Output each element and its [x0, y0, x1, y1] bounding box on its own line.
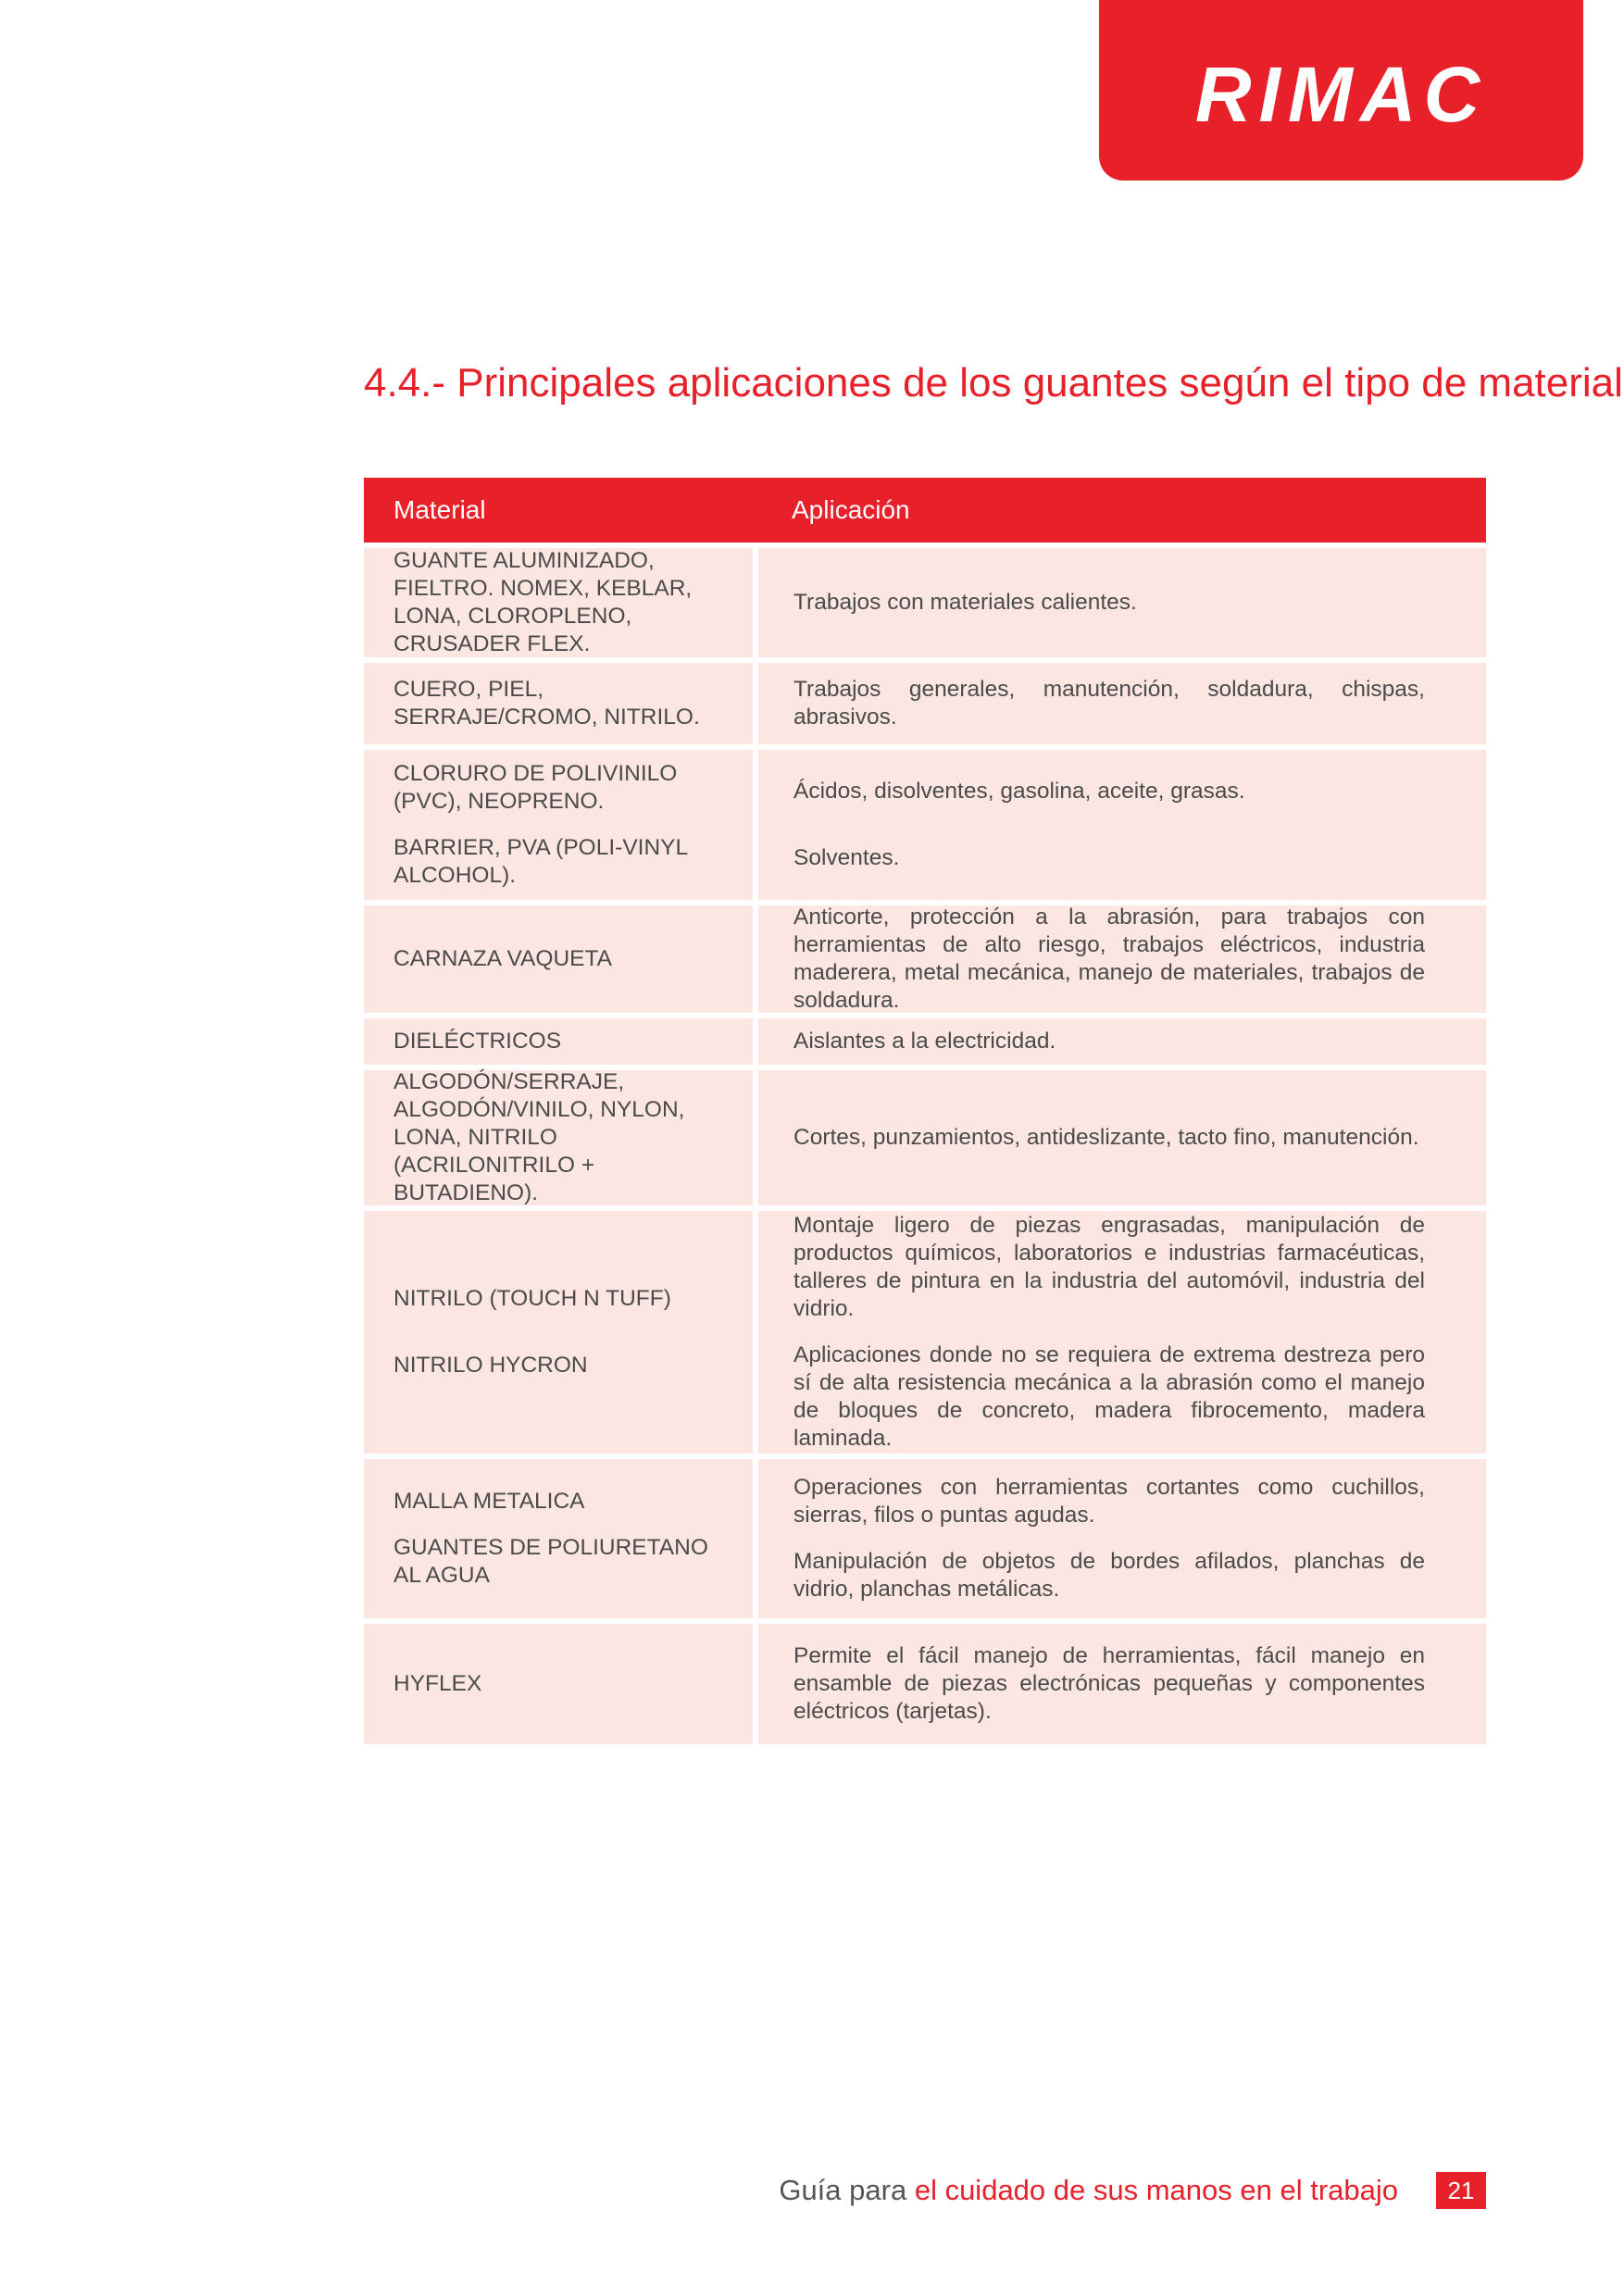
table-row [364, 548, 1486, 657]
material-cell [364, 1211, 753, 1454]
application-cell [758, 1624, 1486, 1744]
application-cell [758, 1459, 1486, 1618]
application-text: Aislantes a la electricidad. [793, 1029, 1056, 1054]
material-text: GUANTE ALUMINIZADO, FIELTRO. NOMEX, KEBLAR, LONA, CLOROPLENO, CRUSADER FLEX. [394, 548, 693, 656]
material-cell [364, 663, 753, 744]
application-text: Aplicaciones donde no se requiera de extrema destreza pero sí de alta resistencia mecánica a la abrasión como el manejo de bloques de concreto, madera fibrocemento, madera laminada. [793, 1342, 1425, 1451]
application-text: Montaje ligero de piezas engrasadas, manipulación de productos químicos, laboratorios e industrias farmacéuticas, talleres de pintura en la industria del automóvil, industria del vidrio. [793, 1213, 1425, 1321]
material-text: ALGODÓN/SERRAJE, ALGODÓN/VINILO, NYLON, LONA, NITRILO (ACRILONITRILO + BUTADIENO). [394, 1069, 685, 1205]
application-text: Solventes. [793, 845, 900, 870]
header-application: Aplicación [792, 495, 910, 524]
table-row [364, 1070, 1486, 1205]
application-text: Permite el fácil manejo de herramientas, fácil manejo en ensamble de piezas electrónicas pequeñas y componentes eléctricos (tarjetas). [793, 1643, 1425, 1724]
application-cell [758, 905, 1486, 1013]
table-row [364, 1211, 1486, 1454]
materials-table [364, 478, 1486, 1744]
application-cell [758, 1211, 1486, 1454]
material-text: NITRILO HYCRON [394, 1353, 588, 1378]
material-text: NITRILO (TOUCH N TUFF) [394, 1286, 671, 1311]
material-cell [364, 905, 753, 1013]
table-row [364, 1018, 1486, 1065]
application-text: Cortes, punzamientos, antideslizante, tacto fino, manutención. [793, 1125, 1419, 1150]
header-material: Material [394, 495, 486, 524]
application-cell [758, 663, 1486, 744]
material-cell [364, 1018, 753, 1065]
material-text: MALLA METALICA [394, 1489, 585, 1514]
table-row [364, 905, 1486, 1013]
application-cell [758, 750, 1486, 900]
footer-highlight: el cuidado de sus manos en el trabajo [914, 2174, 1398, 2206]
material-cell [364, 750, 753, 900]
table-row [364, 1624, 1486, 1744]
table-row [364, 663, 1486, 744]
material-cell [364, 1459, 753, 1618]
material-cell [364, 548, 753, 657]
footer-prefix: Guía para [779, 2174, 907, 2206]
material-text: DIELÉCTRICOS [394, 1029, 562, 1054]
table-header [364, 478, 1486, 543]
material-cell [364, 1070, 753, 1205]
material-text: GUANTES DE POLIURETANO AL AGUA [394, 1535, 708, 1588]
brand-logo-tab [1099, 0, 1583, 181]
application-text: Trabajos generales, manutención, soldadura, chispas, abrasivos. [793, 677, 1425, 730]
table-row [364, 1459, 1486, 1618]
material-text: CUERO, PIEL, SERRAJE/CROMO, NITRILO. [394, 677, 700, 730]
material-cell [364, 1624, 753, 1744]
material-text: BARRIER, PVA (POLI-VINYL ALCOHOL). [394, 835, 688, 888]
page-number: 21 [1436, 2172, 1486, 2209]
application-text: Manipulación de objetos de bordes afilados, planchas de vidrio, planchas metálicas. [793, 1549, 1425, 1602]
application-cell [758, 1018, 1486, 1065]
brand-logo: RIMAC [1194, 51, 1488, 138]
application-text: Trabajos con materiales calientes. [793, 590, 1137, 615]
material-text: HYFLEX [394, 1671, 482, 1696]
footer-caption [556, 2172, 1398, 2209]
table-row [364, 750, 1486, 900]
application-text: Operaciones con herramientas cortantes como cuchillos, sierras, filos o puntas agudas. [793, 1475, 1425, 1528]
application-text: Anticorte, protección a la abrasión, para trabajos con herramientas de alto riesgo, trabajos eléctricos, industria maderera, metal mecánica, manejo de materiales, trabajos de soldadura. [793, 905, 1425, 1013]
application-cell [758, 548, 1486, 657]
material-text: CARNAZA VAQUETA [394, 946, 612, 971]
application-text: Ácidos, disolventes, gasolina, aceite, grasas. [793, 779, 1245, 804]
application-cell [758, 1070, 1486, 1205]
material-text: CLORURO DE POLIVINILO (PVC), NEOPRENO. [394, 761, 678, 814]
section-title: 4.4.- Principales aplicaciones de los guantes según el tipo de material [364, 360, 1623, 406]
